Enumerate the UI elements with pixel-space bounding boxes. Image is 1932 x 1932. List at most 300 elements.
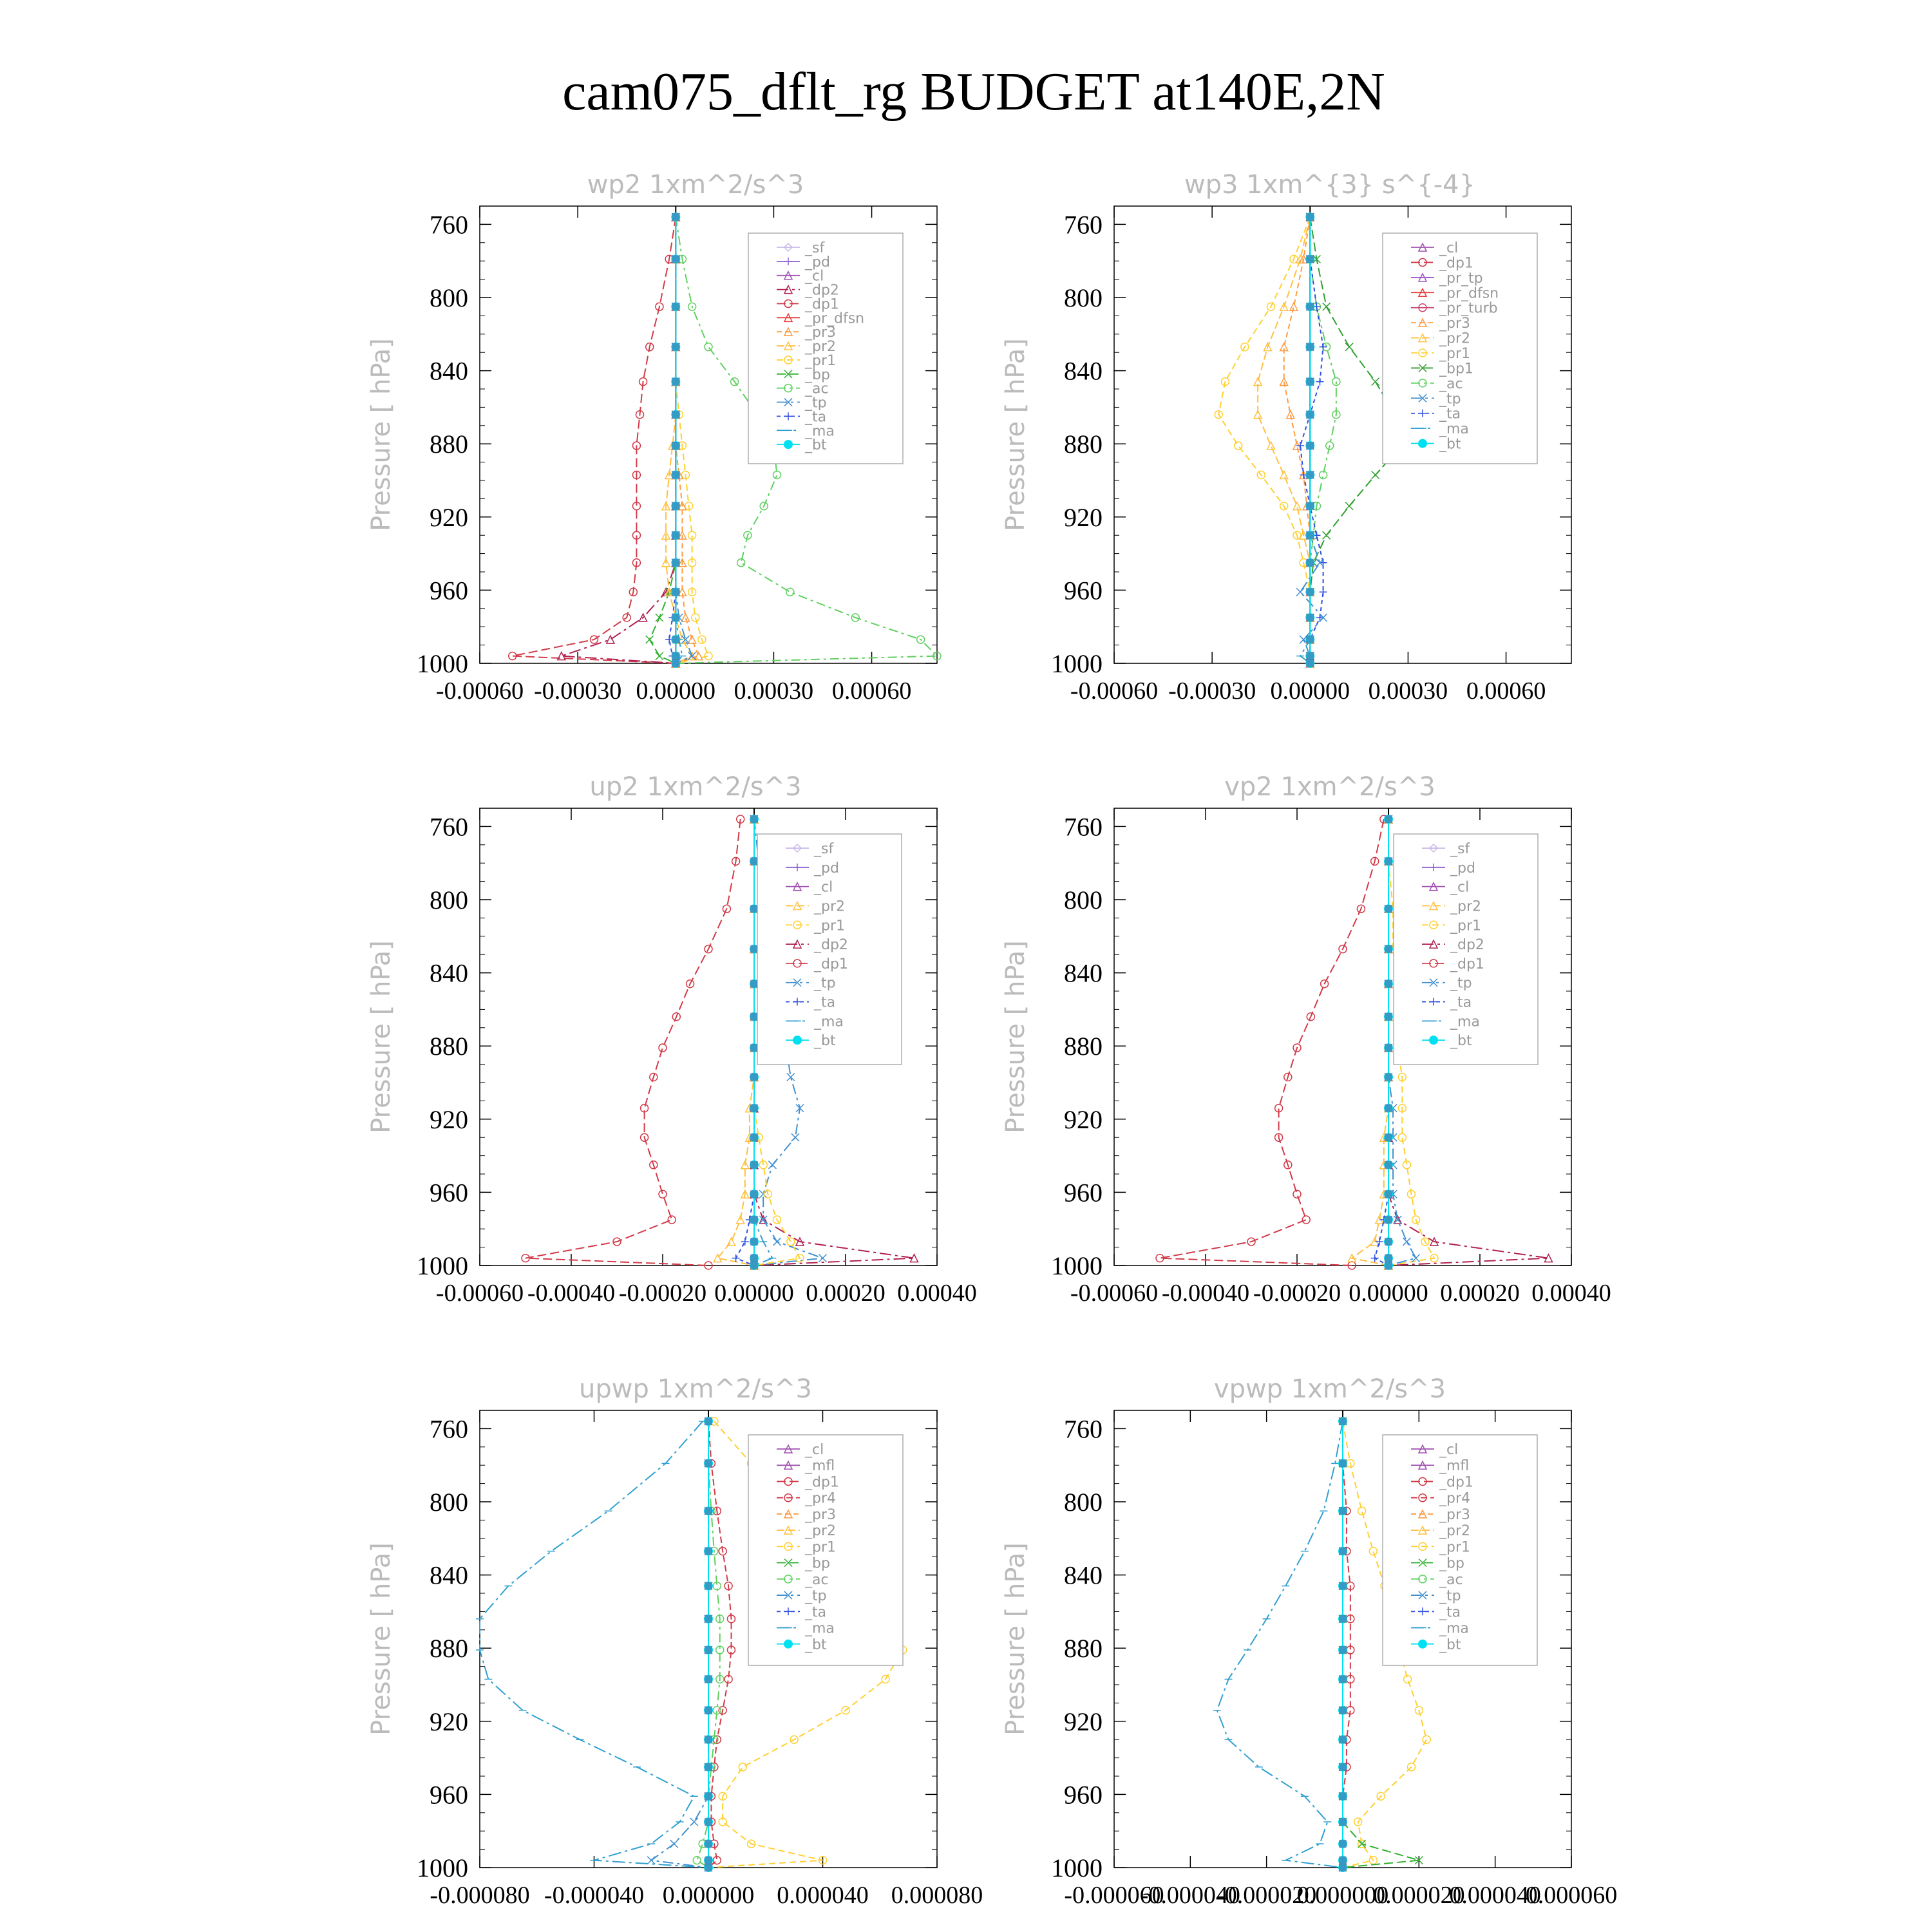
- legend-label: _pr2: [1439, 1523, 1471, 1540]
- chart-panels: [366, 170, 1617, 1909]
- x-tick-label: -0.00060: [435, 1280, 524, 1307]
- legend-label: _ma: [814, 1014, 844, 1030]
- zero-marker: [750, 815, 758, 823]
- legend-label: _pr4: [1439, 1490, 1471, 1507]
- legend-label: _tp: [1439, 391, 1461, 408]
- legend-label: _pr3: [805, 1506, 837, 1523]
- x-tick-label: 0.00040: [897, 1280, 977, 1307]
- legend-label: _ta: [1450, 994, 1472, 1011]
- y-tick-label: 880: [430, 1634, 468, 1663]
- y-tick-label: 760: [430, 1414, 468, 1444]
- legend: [1383, 233, 1537, 464]
- y-axis-label: Pressure [ hPa]: [366, 1542, 396, 1736]
- x-tick-label: -0.000040: [544, 1882, 645, 1909]
- x-tick-label: -0.000040: [1140, 1882, 1240, 1909]
- y-tick-label: 800: [1064, 1488, 1103, 1517]
- legend-marker: [793, 1036, 802, 1045]
- x-tick-label: -0.00060: [1070, 677, 1159, 705]
- panel-title: vpwp 1xm^2/s^3: [1213, 1374, 1446, 1404]
- zero-marker: [705, 1707, 712, 1714]
- legend-label: _ma: [1439, 421, 1469, 438]
- data-point: [1280, 471, 1288, 478]
- legend-label: _ma: [1450, 1014, 1480, 1030]
- y-axis-label: Pressure [ hPa]: [366, 338, 396, 531]
- zero-marker: [705, 1675, 712, 1683]
- legend-label: _bp: [805, 1555, 830, 1572]
- series-line-dp1: [1160, 819, 1384, 1265]
- zero-marker: [1306, 652, 1314, 660]
- zero-marker: [1385, 945, 1392, 953]
- legend-label: _ma: [1439, 1620, 1469, 1637]
- data-point: [773, 471, 781, 478]
- legend-label: _pd: [1450, 860, 1475, 876]
- legend-label: _pr3: [1439, 1506, 1471, 1523]
- legend-label: _bp: [805, 366, 830, 383]
- legend-label: _pr2: [814, 898, 846, 915]
- zero-marker: [705, 1646, 712, 1654]
- zero-marker: [1385, 1216, 1392, 1224]
- zero-marker: [705, 1548, 712, 1555]
- y-axis-label: Pressure [ hPa]: [366, 940, 396, 1133]
- x-tick-label: 0.000020: [1373, 1882, 1465, 1909]
- legend-label: _dp1: [1439, 1474, 1473, 1491]
- data-point: [670, 1840, 678, 1848]
- legend-label: _bp1: [1439, 361, 1473, 377]
- data-point: [1376, 1238, 1383, 1245]
- x-tick-label: 0.00020: [1440, 1280, 1520, 1307]
- x-tick-label: 0.00000: [1349, 1280, 1428, 1307]
- zero-marker: [1339, 1417, 1347, 1425]
- zero-marker: [1339, 1459, 1347, 1467]
- y-axis-label: Pressure [ hPa]: [1001, 1542, 1030, 1736]
- legend-label: _dp1: [805, 296, 839, 313]
- data-point: [787, 1073, 795, 1081]
- legend-label: _bt: [1439, 436, 1461, 453]
- legend-label: _ma: [805, 1620, 835, 1637]
- data-point: [1372, 378, 1379, 386]
- zero-marker: [750, 1216, 758, 1224]
- legend-label: _ac: [805, 381, 829, 397]
- y-axis-label: Pressure [ hPa]: [1001, 940, 1030, 1133]
- legend-label: _tp: [805, 395, 827, 412]
- data-point: [1323, 303, 1331, 310]
- zero-marker: [705, 1582, 712, 1590]
- legend-label: _pr_dfsn: [805, 310, 865, 327]
- zero-marker: [705, 1736, 712, 1743]
- x-tick-label: 0.000040: [777, 1882, 869, 1909]
- zero-marker: [1306, 636, 1314, 643]
- legend-label: _ta: [1439, 406, 1461, 422]
- zero-marker: [1306, 442, 1314, 450]
- data-point: [607, 636, 614, 643]
- zero-marker: [1385, 1073, 1392, 1081]
- zero-marker: [672, 255, 679, 263]
- x-tick-label: -0.00020: [618, 1280, 707, 1307]
- panel-title: up2 1xm^2/s^3: [589, 772, 802, 802]
- y-tick-label: 840: [430, 958, 468, 988]
- x-tick-label: 0.00000: [714, 1280, 794, 1307]
- zero-marker: [750, 1262, 758, 1269]
- data-point: [1403, 1238, 1410, 1245]
- series-line-pr3: [676, 217, 699, 663]
- series-line-ma: [1217, 1421, 1343, 1868]
- y-tick-label: 1000: [1051, 1853, 1103, 1882]
- series-line-pr4: [1343, 1421, 1350, 1868]
- x-tick-label: -0.000080: [430, 1882, 530, 1909]
- zero-marker: [1385, 1104, 1392, 1112]
- legend-label: _ta: [805, 409, 827, 426]
- y-tick-label: 920: [1064, 502, 1103, 532]
- legend-label: _pr_tp: [1439, 270, 1483, 287]
- zero-marker: [1306, 255, 1314, 263]
- x-tick-label: -0.00030: [534, 677, 622, 705]
- legend-label: _ta: [814, 994, 836, 1011]
- data-point: [1372, 471, 1379, 478]
- panel-wp3: [1001, 170, 1571, 705]
- series-line-ma: [480, 1421, 708, 1868]
- legend-label: _ac: [1439, 1571, 1463, 1588]
- zero-marker: [705, 1840, 712, 1848]
- data-point: [791, 1133, 799, 1141]
- legend-label: _mfl: [1439, 1458, 1470, 1475]
- legend-label: _tp: [1439, 1588, 1461, 1605]
- y-tick-label: 840: [430, 356, 468, 386]
- data-point: [1302, 1216, 1310, 1224]
- data-point: [1320, 588, 1327, 596]
- zero-marker: [1306, 213, 1314, 221]
- y-tick-label: 760: [430, 812, 468, 842]
- zero-marker: [672, 343, 679, 351]
- zero-marker: [1339, 1707, 1347, 1714]
- series-line-ta: [1375, 819, 1388, 1265]
- y-tick-label: 800: [1064, 886, 1103, 914]
- y-tick-label: 760: [1064, 1414, 1103, 1444]
- data-point: [659, 1044, 667, 1052]
- zero-marker: [705, 1792, 712, 1800]
- y-tick-label: 920: [430, 1104, 468, 1134]
- legend-label: _cl: [814, 879, 833, 896]
- x-tick-label: 0.00060: [831, 677, 912, 705]
- y-tick-label: 760: [1064, 210, 1103, 240]
- zero-marker: [705, 1818, 712, 1826]
- page-title: cam075_dflt_rg BUDGET at140E,2N: [562, 62, 1385, 122]
- x-tick-label: 0.000000: [1296, 1882, 1389, 1909]
- legend: [1394, 834, 1538, 1065]
- y-tick-label: 920: [1064, 1104, 1103, 1134]
- legend-label: _pr3: [805, 325, 837, 341]
- zero-marker: [672, 588, 679, 596]
- y-axis-label: Pressure [ hPa]: [1001, 338, 1030, 531]
- zero-marker: [1339, 1857, 1347, 1864]
- legend-label: _ta: [805, 1604, 827, 1621]
- series-line-tp: [651, 1421, 708, 1868]
- y-tick-label: 880: [1064, 1032, 1103, 1061]
- series-line-pr2: [717, 819, 754, 1265]
- legend-label: _cl: [805, 1442, 824, 1458]
- data-point: [647, 1857, 655, 1864]
- y-tick-label: 1000: [417, 1251, 468, 1280]
- y-tick-label: 1000: [1051, 649, 1103, 678]
- zero-marker: [1339, 1736, 1347, 1743]
- y-tick-label: 840: [1064, 356, 1103, 386]
- zero-marker: [672, 411, 679, 419]
- zero-marker: [750, 1044, 758, 1052]
- zero-marker: [672, 442, 679, 450]
- zero-marker: [1339, 1840, 1347, 1848]
- data-point: [1345, 343, 1353, 351]
- legend: [1383, 1435, 1537, 1665]
- data-point: [759, 1216, 767, 1224]
- zero-marker: [750, 980, 758, 988]
- zero-marker: [1339, 1646, 1347, 1654]
- zero-marker: [672, 471, 679, 478]
- panel-vpwp: [1001, 1374, 1617, 1909]
- x-tick-label: -0.00060: [435, 677, 524, 705]
- legend-label: _dp2: [814, 937, 848, 954]
- zero-marker: [1306, 614, 1314, 621]
- zero-marker: [1385, 1190, 1392, 1198]
- panel-upwp: [366, 1374, 983, 1909]
- legend: [757, 834, 902, 1065]
- zero-marker: [750, 1104, 758, 1112]
- zero-marker: [705, 1459, 712, 1467]
- zero-marker: [1385, 1255, 1392, 1262]
- data-point: [646, 636, 654, 643]
- data-point: [688, 636, 696, 643]
- y-tick-label: 920: [430, 502, 468, 532]
- series-line-dp2: [562, 217, 676, 663]
- x-tick-label: 0.000000: [662, 1882, 755, 1909]
- legend-marker: [1429, 1036, 1438, 1045]
- zero-marker: [672, 636, 679, 643]
- legend-label: _pr_turb: [1439, 300, 1498, 317]
- zero-marker: [750, 1013, 758, 1021]
- series-line-pr3: [1284, 217, 1311, 663]
- panel-wp2: [366, 170, 941, 705]
- series-line-pr2: [1352, 819, 1388, 1265]
- legend-label: _dp1: [1450, 956, 1484, 972]
- zero-marker: [672, 652, 679, 660]
- data-point: [739, 1763, 746, 1771]
- legend-label: _bt: [814, 1033, 836, 1050]
- y-tick-label: 800: [430, 886, 468, 914]
- y-tick-label: 880: [1064, 430, 1103, 459]
- y-tick-label: 1000: [417, 1853, 468, 1882]
- y-tick-label: 880: [430, 1032, 468, 1061]
- panel-title: wp2 1xm^2/s^3: [587, 170, 804, 200]
- zero-marker: [1339, 1675, 1347, 1683]
- data-point: [768, 1161, 776, 1169]
- y-tick-label: 960: [430, 576, 468, 605]
- legend: [748, 233, 903, 464]
- legend-marker: [1418, 439, 1427, 448]
- zero-marker: [1385, 1161, 1392, 1169]
- legend-label: _sf: [1450, 841, 1470, 857]
- zero-marker: [705, 1763, 712, 1771]
- legend-label: _ac: [805, 1571, 829, 1588]
- zero-marker: [1339, 1548, 1347, 1555]
- legend-label: _mfl: [805, 1458, 835, 1475]
- legend-label: _pr2: [1439, 330, 1471, 347]
- y-tick-label: 840: [430, 1560, 468, 1590]
- x-tick-label: 0.000080: [891, 1882, 983, 1909]
- series-line-dp1: [513, 217, 676, 663]
- zero-marker: [1306, 659, 1314, 667]
- zero-marker: [1339, 1582, 1347, 1590]
- zero-marker: [750, 1255, 758, 1262]
- zero-marker: [1306, 502, 1314, 510]
- y-tick-label: 760: [430, 210, 468, 240]
- data-point: [1358, 1507, 1366, 1515]
- zero-marker: [750, 857, 758, 865]
- legend-label: _pr4: [805, 1490, 837, 1507]
- legend-label: _pr2: [805, 1523, 837, 1540]
- y-tick-label: 800: [430, 283, 468, 312]
- zero-marker: [1385, 1044, 1392, 1052]
- zero-marker: [750, 1133, 758, 1141]
- legend-label: _cl: [1439, 240, 1459, 256]
- data-point: [1412, 1255, 1420, 1262]
- panel-up2: [366, 772, 977, 1307]
- zero-marker: [1385, 1238, 1392, 1245]
- legend-label: _sf: [805, 240, 825, 256]
- legend-marker: [784, 440, 793, 449]
- data-point: [1323, 531, 1331, 539]
- legend-label: _dp1: [805, 1474, 839, 1491]
- zero-marker: [1339, 1792, 1347, 1800]
- zero-marker: [750, 1073, 758, 1081]
- zero-marker: [1306, 588, 1314, 596]
- data-point: [1293, 1190, 1301, 1198]
- zero-marker: [1306, 531, 1314, 539]
- x-tick-label: -0.00060: [1070, 1280, 1159, 1307]
- zero-marker: [705, 1857, 712, 1864]
- x-tick-label: -0.00030: [1168, 677, 1256, 705]
- series-line-ta: [736, 819, 754, 1265]
- x-tick-label: -0.00020: [1253, 1280, 1341, 1307]
- legend-label: _pr_dfsn: [1439, 285, 1499, 302]
- y-tick-label: 960: [1064, 1178, 1103, 1208]
- zero-marker: [1339, 1507, 1347, 1515]
- zero-marker: [672, 502, 679, 510]
- zero-marker: [1306, 378, 1314, 386]
- zero-marker: [1385, 905, 1392, 913]
- legend-label: _pr3: [1439, 316, 1471, 332]
- legend-label: _pr2: [1450, 898, 1482, 915]
- y-tick-label: 1000: [417, 649, 468, 678]
- data-point: [819, 1255, 827, 1262]
- x-tick-label: 0.00040: [1531, 1280, 1611, 1307]
- legend-marker: [1418, 1640, 1427, 1649]
- legend-label: _pr1: [1450, 918, 1482, 934]
- x-tick-label: -0.000060: [1064, 1882, 1164, 1909]
- zero-marker: [672, 559, 679, 567]
- x-tick-label: 0.00020: [806, 1280, 886, 1307]
- zero-marker: [1306, 559, 1314, 567]
- zero-marker: [672, 213, 679, 221]
- legend-label: _tp: [814, 975, 836, 992]
- legend-label: _tp: [805, 1588, 827, 1605]
- zero-marker: [672, 378, 679, 386]
- data-point: [1369, 1548, 1377, 1555]
- legend-label: _bp: [1439, 1555, 1464, 1572]
- data-point: [1320, 343, 1327, 351]
- zero-marker: [1339, 1763, 1347, 1771]
- zero-marker: [672, 614, 679, 621]
- zero-marker: [1306, 343, 1314, 351]
- series-line-pr1: [676, 217, 708, 663]
- zero-marker: [1306, 303, 1314, 310]
- data-point: [1235, 442, 1242, 450]
- data-point: [1316, 378, 1324, 386]
- zero-marker: [750, 905, 758, 913]
- data-point: [741, 1238, 749, 1245]
- y-tick-label: 960: [430, 1780, 468, 1810]
- legend-label: _bt: [805, 437, 827, 454]
- zero-marker: [705, 1417, 712, 1425]
- zero-marker: [705, 1615, 712, 1623]
- panel-title: vp2 1xm^2/s^3: [1224, 772, 1435, 802]
- y-tick-label: 840: [1064, 958, 1103, 988]
- data-point: [705, 343, 712, 351]
- zero-marker: [672, 659, 679, 667]
- legend-label: _dp2: [1450, 937, 1484, 954]
- x-tick-label: -0.000020: [1217, 1882, 1317, 1909]
- zero-marker: [1306, 471, 1314, 478]
- y-tick-label: 840: [1064, 1560, 1103, 1590]
- series-line-pr4: [708, 1421, 732, 1868]
- data-point: [1371, 1255, 1379, 1262]
- zero-marker: [1385, 1013, 1392, 1021]
- zero-marker: [750, 1161, 758, 1169]
- data-point: [693, 1857, 701, 1864]
- data-point: [1267, 442, 1274, 450]
- data-point: [1296, 588, 1304, 596]
- zero-marker: [705, 1507, 712, 1515]
- zero-marker: [1385, 1133, 1392, 1141]
- legend-label: _bt: [1450, 1033, 1472, 1050]
- legend-label: _pr1: [805, 352, 837, 369]
- zero-marker: [672, 531, 679, 539]
- zero-marker: [1339, 1818, 1347, 1826]
- y-tick-label: 760: [1064, 812, 1103, 842]
- legend-label: _dp1: [814, 956, 848, 972]
- y-tick-label: 920: [1064, 1707, 1103, 1736]
- x-tick-label: 0.00000: [636, 677, 716, 705]
- legend-label: _sf: [814, 841, 834, 857]
- legend-label: _pr2: [805, 339, 837, 355]
- zero-marker: [672, 303, 679, 310]
- zero-marker: [705, 1864, 712, 1871]
- x-tick-label: 0.00060: [1466, 677, 1546, 705]
- legend-label: _pr1: [814, 918, 846, 934]
- x-tick-label: 0.00000: [1270, 677, 1350, 705]
- legend-label: _ta: [1439, 1604, 1461, 1621]
- series-line-tp: [676, 217, 692, 663]
- legend-label: _cl: [805, 268, 824, 285]
- data-point: [659, 1190, 667, 1198]
- legend-label: _pd: [805, 254, 830, 270]
- x-tick-label: -0.00040: [527, 1280, 616, 1307]
- legend-label: _bt: [805, 1636, 827, 1653]
- legend-label: _dp1: [1439, 255, 1473, 272]
- y-tick-label: 880: [430, 430, 468, 459]
- legend-label: _pr1: [805, 1539, 837, 1556]
- x-tick-label: 0.000060: [1525, 1882, 1618, 1909]
- data-point: [656, 652, 663, 660]
- data-point: [656, 614, 663, 621]
- zero-marker: [750, 1190, 758, 1198]
